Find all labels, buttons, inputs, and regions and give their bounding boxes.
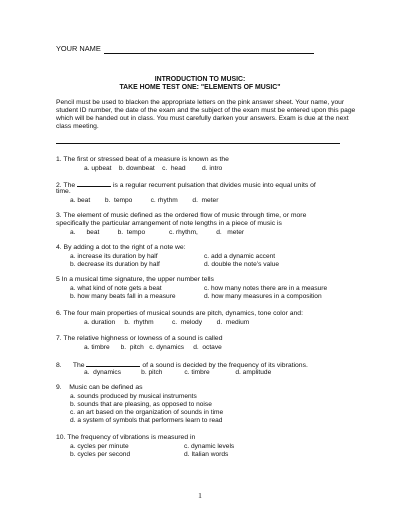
question-2-cont: time. <box>56 188 71 195</box>
question-2 <box>56 180 316 190</box>
question-5-d: d. how many measures in a composition <box>204 293 322 300</box>
question-10-a: a. cycles per minute <box>70 443 129 450</box>
question-3-options: a. beat b. tempo c. rhythm, d. meter <box>70 229 245 236</box>
answer-blank <box>77 180 111 187</box>
instructions: Pencil must be used to blacken the appropriate letters on the pink answer sheet. Your name, your student ID number, the date of the exam and the subject of the exam must be entered upon this page which will be handed out in class. You must carefully darken your answers. Exam is due at the next class meeting. <box>56 99 356 130</box>
question-7: 7. The relative highness or lowness of a sound is called <box>56 335 223 342</box>
question-5-a: a. what kind of note gets a beat <box>70 285 162 292</box>
question-4: 4. By adding a dot to the right of a note we: <box>56 244 186 251</box>
question-6: 6. The four main properties of musical sounds are pitch, dynamics, tone color and: <box>56 310 303 317</box>
question-6-options: a. duration b. rhythm c. melody d. medium <box>84 319 250 326</box>
question-2-options: a. beat b. tempo c. rhythm d. meter <box>70 197 219 204</box>
question-2-post: is a regular recurrent pulsation that divides music into equal units of <box>112 182 316 189</box>
question-8-pre: 8. The <box>56 362 85 369</box>
question-1-options: a. upbeat b. downbeat c. head d. intro <box>84 165 223 172</box>
question-3-line2: specifically the particular arrangement of note lengths in a piece of music is <box>56 220 282 227</box>
divider <box>56 143 340 144</box>
question-3-line1: 3. The element of music defined as the ordered flow of music through time, or more <box>56 212 307 219</box>
question-1: 1. The first or stressed beat of a measure is known as the <box>56 156 229 163</box>
name-line <box>104 53 314 54</box>
question-7-options: a. timbre b. pitch c. dynamics d. octave <box>84 344 222 351</box>
question-5: 5 In a musical time signature, the upper number tells <box>56 276 214 283</box>
question-10-d: d. Italian words <box>184 451 229 458</box>
question-2-pre: 2. The <box>56 182 76 189</box>
question-4-d: d. double the note’s value <box>204 261 280 268</box>
question-9: 9. Music can be defined as <box>56 384 143 391</box>
question-4-a: a. increase its duration by half <box>70 253 158 260</box>
question-4-c: c. add a dynamic accent <box>204 253 276 260</box>
question-9-a: a. sounds produced by musical instruments <box>70 393 197 400</box>
exam-subtitle: TAKE HOME TEST ONE: "ELEMENTS OF MUSIC" <box>119 84 281 91</box>
name-label: YOUR NAME <box>56 44 101 53</box>
question-5-c: c. how many notes there are in a measure <box>204 285 328 292</box>
exam-title: INTRODUCTION TO MUSIC: <box>154 76 246 83</box>
question-9-d: d. a system of symbols that performers learn to read <box>70 417 223 424</box>
page-number: 1 <box>198 491 202 500</box>
answer-blank <box>86 360 140 367</box>
question-10-c: c. dynamic levels <box>184 443 235 450</box>
question-8-post: of a sound is decided by the frequency of its vibrations. <box>142 362 308 369</box>
question-4-b: b. decrease its duration by half <box>70 261 160 268</box>
question-8-options: a. dynamics b. pitch c. timbre d. amplitude <box>84 369 272 376</box>
question-9-c: c. an art based on the organization of sounds in time <box>70 409 224 416</box>
question-10-b: b. cycles per second <box>70 451 131 458</box>
question-5-b: b. how many beats fall in a measure <box>70 293 176 300</box>
question-10: 10. The frequency of vibrations is measured in <box>56 434 196 441</box>
question-9-b: b. sounds that are pleasing, as opposed to noise <box>70 401 212 408</box>
